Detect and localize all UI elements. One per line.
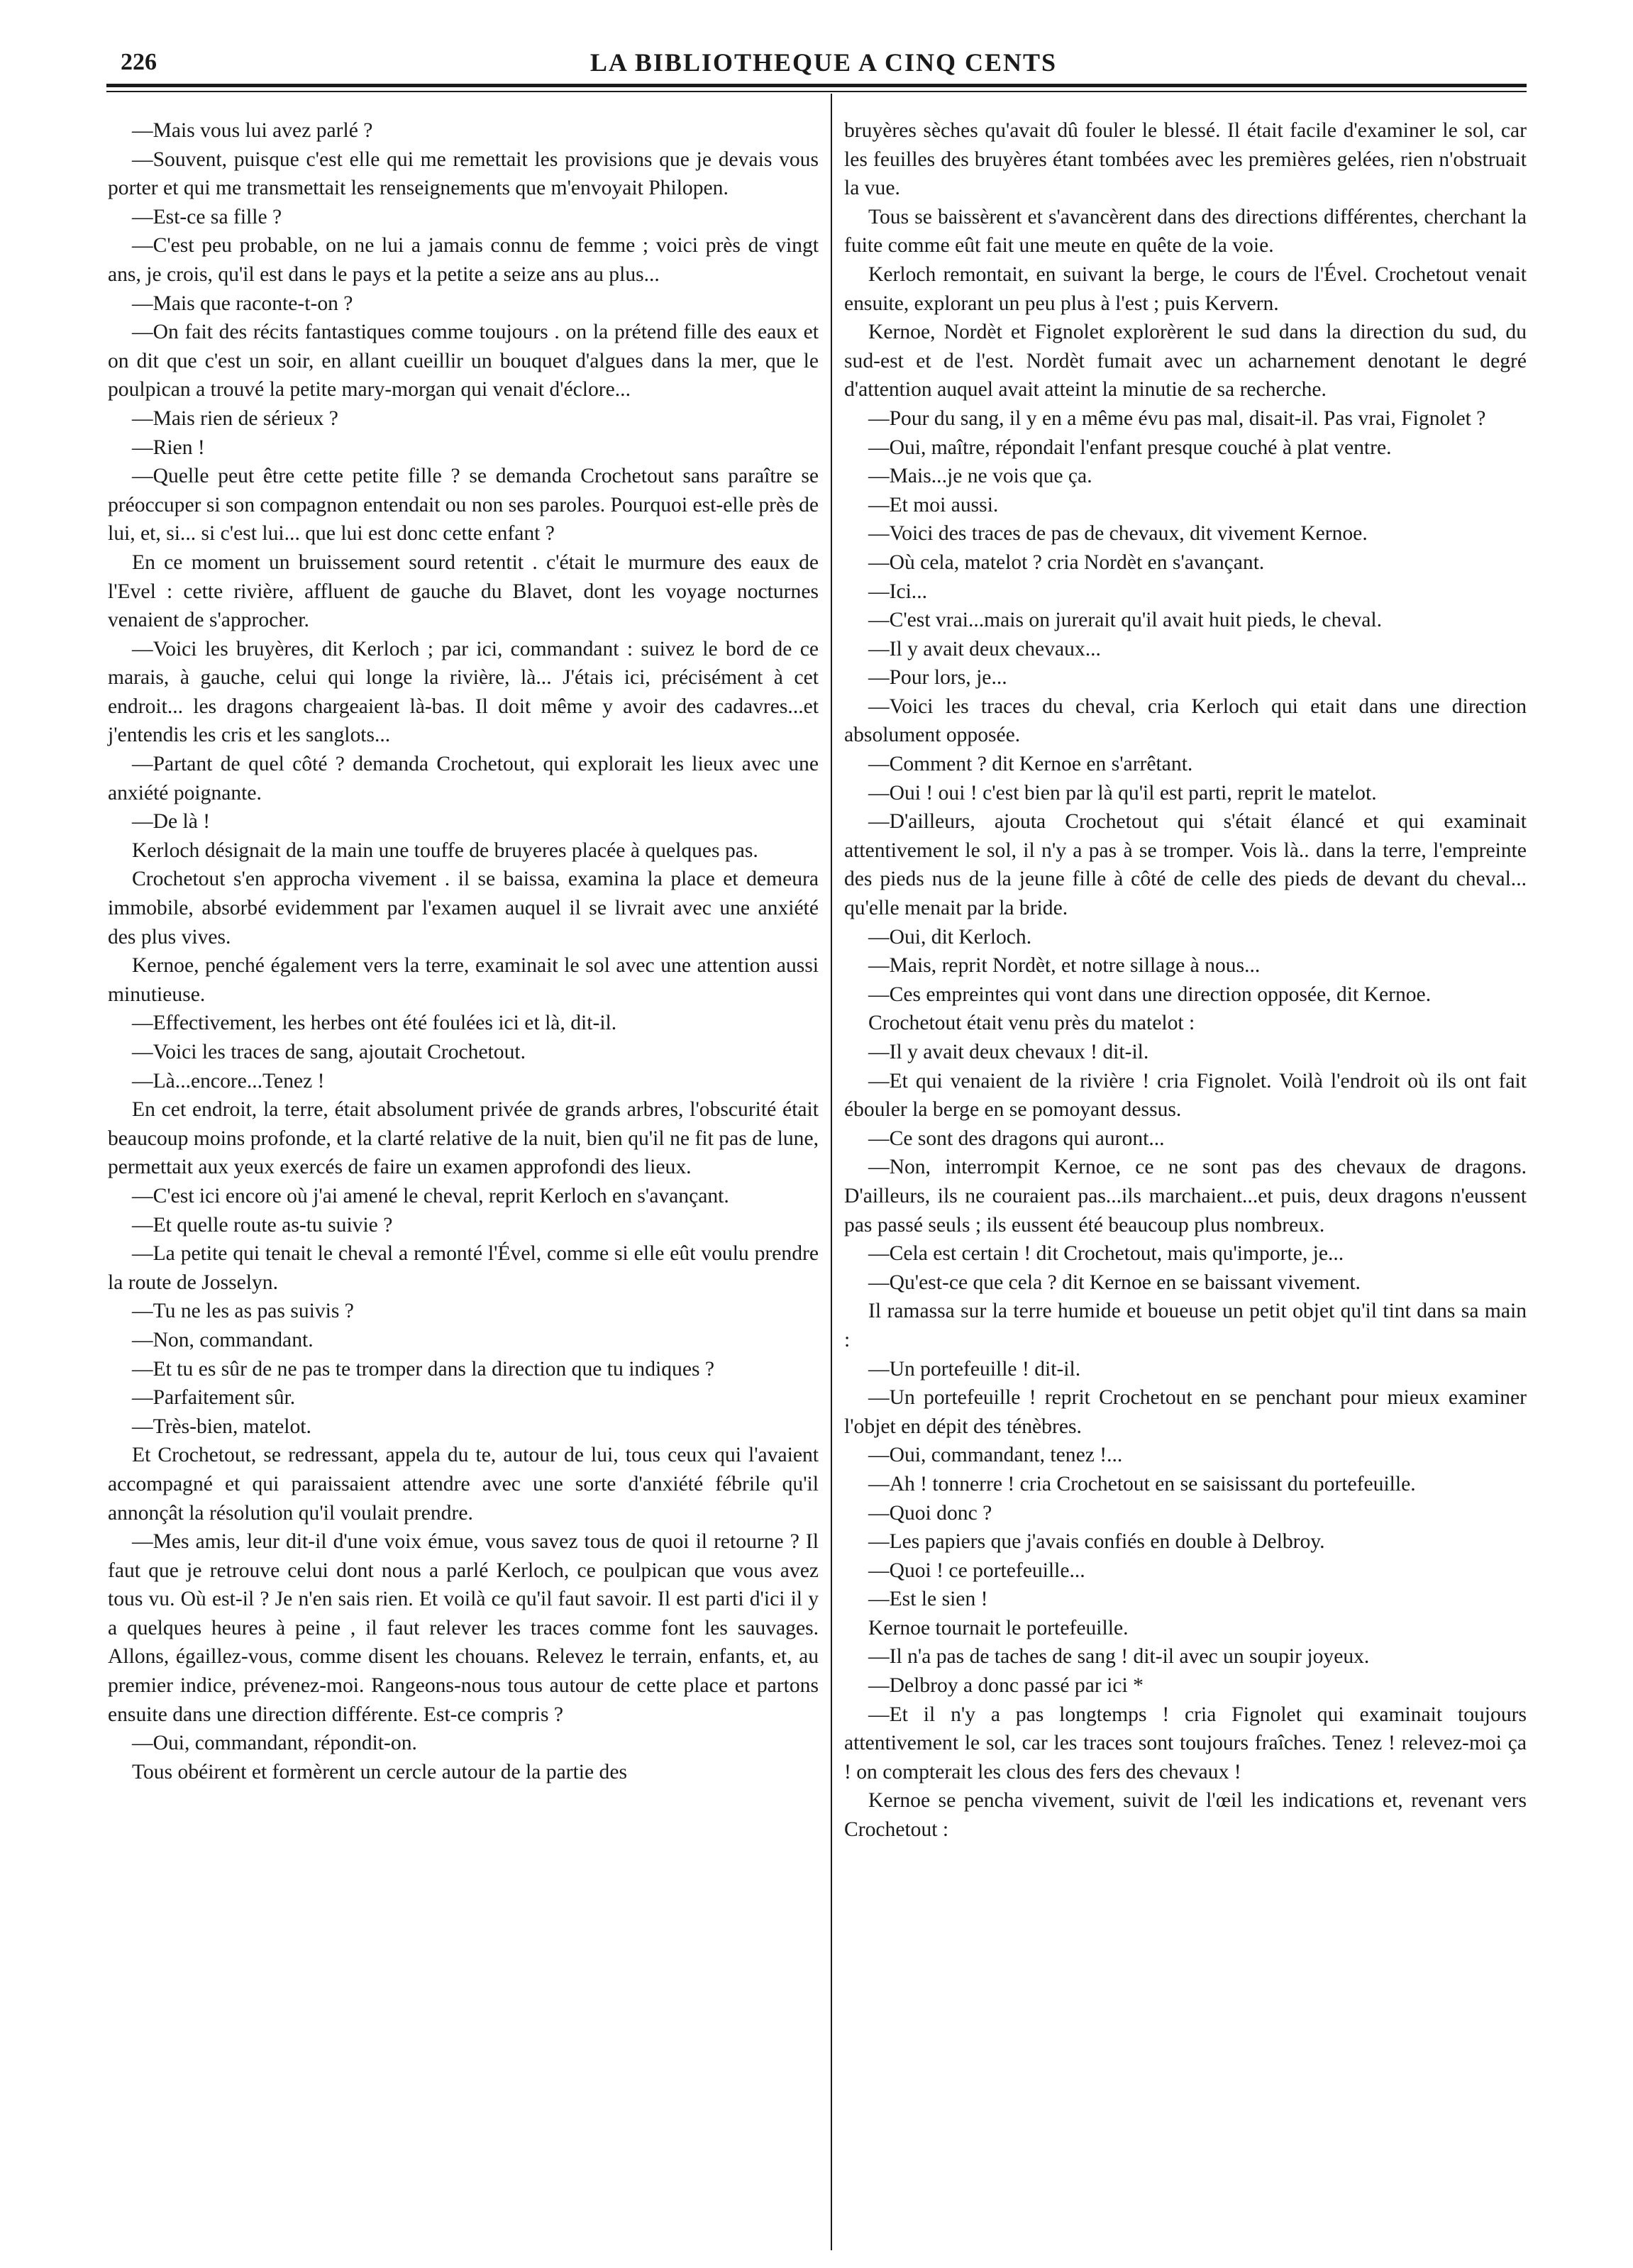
- paragraph: —Quelle peut être cette petite fille ? se demanda Crochetout sans paraître se préoccuper si son compagnon entendait ou non ses paroles. Pourquoi est-elle près de lui, et, si... si c'est lui... que lui est donc cette enfant ?: [108, 465, 819, 546]
- paragraph: —Mais vous lui avez parlé ?: [132, 119, 373, 142]
- paragraph: —Mes amis, leur dit-il d'une voix émue, vous savez tous de quoi il retourne ? Il faut que je retrouve celui dont nous a parlé Kerloch, ce poulpican que vous avez tous vu. Où est-il ? Je n'en sais rien. Et voilà ce qu'il faut savoir. Il est parti d'ici il y a quelques heures à peine , il faut relever les traces comme font les sauvages. Allons, égaillez-vous, comme disent les chouans. Relevez le terrain, enfants, et, au premier indice, prévenez-moi. Rangeons-nous tous autour de cette place et partons ensuite dans une direction différente. Est-ce compris ?: [108, 1530, 819, 1726]
- paragraph: —Oui, commandant, tenez !...: [868, 1444, 1123, 1467]
- paragraph: —Oui, dit Kerloch.: [868, 925, 1032, 948]
- paragraph: —Cela est certain ! dit Crochetout, mais qu'importe, je...: [868, 1242, 1344, 1266]
- paragraph: —Voici les traces de sang, ajoutait Crochetout.: [132, 1041, 526, 1063]
- paragraph: —Ces empreintes qui vont dans une direction opposée, dit Kernoe.: [868, 983, 1432, 1006]
- paragraph: Kerloch désignait de la main une touffe de bruyeres placée à quelques pas.: [132, 839, 758, 862]
- paragraph: —Un portefeuille ! dit-il.: [868, 1357, 1081, 1381]
- paragraph: —Souvent, puisque c'est elle qui me remettait les provisions que je devais vous porter et qui me transmettait les renseignements que m'envoyait Philopen.: [108, 148, 819, 200]
- paragraph: —Mais rien de sérieux ?: [132, 406, 338, 430]
- paragraph: —Mais que raconte-t-on ?: [132, 292, 353, 315]
- paragraph: Kerloch remontait, en suivant la berge, le cours de l'Ével. Crochetout venait ensuite, explorant un peu plus à l'est ; puis Kervern.: [844, 262, 1527, 315]
- paragraph: —Effectivement, les herbes ont été foulées ici et là, dit-il.: [132, 1012, 617, 1035]
- paragraph: Et Crochetout, se redressant, appela du te, autour de lui, tous ceux qui l'avaient accompagné et qui paraissaient attendre avec une sorte d'anxiété fébrile qu'il annonçât la résolution qu'il voulait prendre.: [108, 1444, 819, 1525]
- left-column: [108, 116, 819, 1786]
- paragraph: Tous obéirent et formèrent un cercle autour de la partie des: [132, 1760, 628, 1783]
- paragraph: —Il y avait deux chevaux...: [868, 637, 1101, 660]
- paragraph: —Les papiers que j'avais confiés en double à Delbroy.: [868, 1530, 1325, 1554]
- paragraph: —Il n'a pas de taches de sang ! dit-il avec un soupir joyeux.: [868, 1645, 1370, 1669]
- paragraph: Crochetout s'en approcha vivement . il se baissa, examina la place et demeura immobile, absorbé evidemment par l'examen auquel il se livrait avec une anxiété des plus vives.: [108, 868, 819, 948]
- running-title: LA BIBLIOTHEQUE A CINQ CENTS: [589, 48, 1058, 77]
- paragraph: —Qu'est-ce que cela ? dit Kernoe en se baissant vivement.: [868, 1271, 1361, 1294]
- paragraph: —Oui, commandant, répondit-on.: [132, 1732, 417, 1755]
- paragraph: En cet endroit, la terre, était absolument privée de grands arbres, l'obscurité était beaucoup moins profonde, et la clarté relative de la nuit, bien qu'il ne fit pas de lune, permettait aux yeux exercés de faire un examen approfondi des lieux.: [108, 1098, 819, 1179]
- paragraph: —Voici des traces de pas de chevaux, dit vivement Kernoe.: [868, 522, 1368, 546]
- paragraph: —Et qui venaient de la rivière ! cria Fignolet. Voilà l'endroit où ils ont fait ébouler la berge en se pomoyant dessus.: [844, 1069, 1527, 1122]
- paragraph: Kernoe, penché également vers la terre, examinait le sol avec une attention aussi minutieuse.: [108, 954, 819, 1006]
- paragraph: —Très-bien, matelot.: [132, 1415, 311, 1438]
- paragraph: —Rien !: [132, 436, 205, 459]
- paragraph: —Parfaitement sûr.: [132, 1386, 296, 1410]
- paragraph: —Voici les bruyères, dit Kerloch ; par ici, commandant : suivez le bord de ce marais, à gauche, celui qui longe la rivière, là... J'étais ici, précisément à cet endroit... les dragons chargeaient là-bas. Il doit même y avoir des cadavres...et j'entendis les cris et les sanglots...: [108, 637, 819, 747]
- page-number: 226: [121, 49, 157, 75]
- paragraph: En ce moment un bruissement sourd retentit . c'était le murmure des eaux de l'Evel : cette rivière, affluent de gauche du Blavet, dont les voyage nocturnes venaient de s'approcher.: [108, 551, 819, 632]
- paragraph: —Partant de quel côté ? demanda Crochetout, qui explorait les lieux avec une anxiété poignante.: [108, 753, 819, 804]
- paragraph: —Et il n'y a pas longtemps ! cria Fignolet qui examinait toujours attentivement le sol, car les traces sont toujours fraîches. Tenez ! relevez-moi ça ! on compterait les clous des fers des chevaux !: [844, 1703, 1527, 1783]
- paragraph: —Ah ! tonnerre ! cria Crochetout en se saisissant du portefeuille.: [868, 1472, 1416, 1495]
- paragraph: Tous se baissèrent et s'avancèrent dans des directions différentes, cherchant la fuite comme eût fait une meute en quête de la voie.: [844, 205, 1527, 258]
- paragraph: —Un portefeuille ! reprit Crochetout en se penchant pour mieux examiner l'objet en dépit des ténèbres.: [844, 1386, 1527, 1438]
- right-column: [844, 116, 1527, 1844]
- paragraph: Crochetout était venu près du matelot :: [868, 1012, 1195, 1035]
- paragraph: —Où cela, matelot ? cria Nordèt en s'avançant.: [868, 551, 1265, 574]
- column-divider: [831, 94, 832, 2250]
- paragraph: —Pour du sang, il y en a même évu pas mal, disait-il. Pas vrai, Fignolet ?: [868, 406, 1486, 430]
- paragraph: —Oui, maître, répondait l'enfant presque couché à plat ventre.: [868, 436, 1392, 459]
- paragraph: —C'est peu probable, on ne lui a jamais connu de femme ; voici près de vingt ans, je crois, qu'il est dans le pays et la petite a seize ans au plus...: [108, 234, 819, 286]
- paragraph: Kernoe se pencha vivement, suivit de l'œil les indications et, revenant vers Crochetout :: [844, 1789, 1527, 1842]
- paragraph: —C'est vrai...mais on jurerait qu'il avait huit pieds, le cheval.: [868, 609, 1383, 632]
- paragraph: —Et moi aussi.: [868, 493, 999, 516]
- paragraph: —C'est ici encore où j'ai amené le cheval, reprit Kerloch en s'avançant.: [132, 1184, 729, 1207]
- paragraph: —Delbroy a donc passé par ici *: [868, 1674, 1144, 1698]
- paragraph: —Non, commandant.: [132, 1328, 314, 1351]
- paragraph: —Comment ? dit Kernoe en s'arrêtant.: [868, 753, 1193, 776]
- paragraph: —Quoi donc ?: [868, 1501, 992, 1525]
- header-rule-thick: [106, 84, 1527, 87]
- paragraph: —Il y avait deux chevaux ! dit-il.: [868, 1041, 1149, 1063]
- paragraph: —De là !: [132, 810, 211, 834]
- paragraph: —Tu ne les as pas suivis ?: [132, 1300, 354, 1323]
- paragraph: —Pour lors, je...: [868, 666, 1007, 690]
- paragraph: —Et quelle route as-tu suivie ?: [132, 1213, 393, 1237]
- paragraph: —Oui ! oui ! c'est bien par là qu'il est parti, reprit le matelot.: [868, 781, 1377, 804]
- paragraph: —Quoi ! ce portefeuille...: [868, 1559, 1085, 1582]
- paragraph: —Ici...: [868, 580, 928, 603]
- paragraph: —Et tu es sûr de ne pas te tromper dans la direction que tu indiques ?: [132, 1357, 715, 1381]
- paragraph: Kernoe tournait le portefeuille.: [868, 1616, 1129, 1639]
- paragraph: bruyères sèches qu'avait dû fouler le blessé. Il était facile d'examiner le sol, car les feuilles des bruyères étant tombées avec les premières gelées, rien n'obstruait la vue.: [844, 119, 1527, 200]
- paragraph: —La petite qui tenait le cheval a remonté l'Ével, comme si elle eût voulu prendre la route de Josselyn.: [108, 1242, 819, 1294]
- paragraph: —Est-ce sa fille ?: [132, 205, 282, 228]
- paragraph: —Là...encore...Tenez !: [132, 1069, 325, 1092]
- paragraph: —D'ailleurs, ajouta Crochetout qui s'était élancé et qui examinait attentivement le sol, il n'y a pas à se tromper. Vois là.. dans la terre, l'empreinte des pieds nus de la jeune fille à côté de celle des pieds de devant du cheval... qu'elle menait par la bride.: [844, 810, 1527, 920]
- paragraph: —On fait des récits fantastiques comme toujours . on la prétend fille des eaux et on dit que c'est un soir, en allant cueillir un bouquet d'algues dans la mer, que le poulpican a trouvé la petite mary-morgan qui venait d'éclore...: [108, 321, 819, 402]
- paragraph: —Est le sien !: [868, 1588, 988, 1611]
- header-rule-thin: [106, 91, 1527, 92]
- paragraph: Il ramassa sur la terre humide et boueuse un petit objet qu'il tint dans sa main :: [844, 1300, 1527, 1351]
- page-header: [121, 47, 1527, 78]
- paragraph: —Ce sont des dragons qui auront...: [868, 1127, 1165, 1150]
- paragraph: —Mais, reprit Nordèt, et notre sillage à nous...: [868, 954, 1261, 978]
- paragraph: —Mais...je ne vois que ça.: [868, 465, 1092, 488]
- paragraph: Kernoe, Nordèt et Fignolet explorèrent le sud dans la direction du sud, du sud-est et de l'est. Nordèt fumait avec un acharnement denotant le degré d'attention auquel avait atteint la minutie de sa recherche.: [844, 321, 1527, 402]
- paragraph: —Voici les traces du cheval, cria Kerloch qui etait dans une direction absolument opposée.: [844, 695, 1527, 747]
- paragraph: —Non, interrompit Kernoe, ce ne sont pas des chevaux de dragons. D'ailleurs, ils ne couraient pas...ils marchaient...et puis, deux dragons n'eussent pas passé seuls ; ils eussent été beaucoup plus nombreux.: [844, 1156, 1527, 1237]
